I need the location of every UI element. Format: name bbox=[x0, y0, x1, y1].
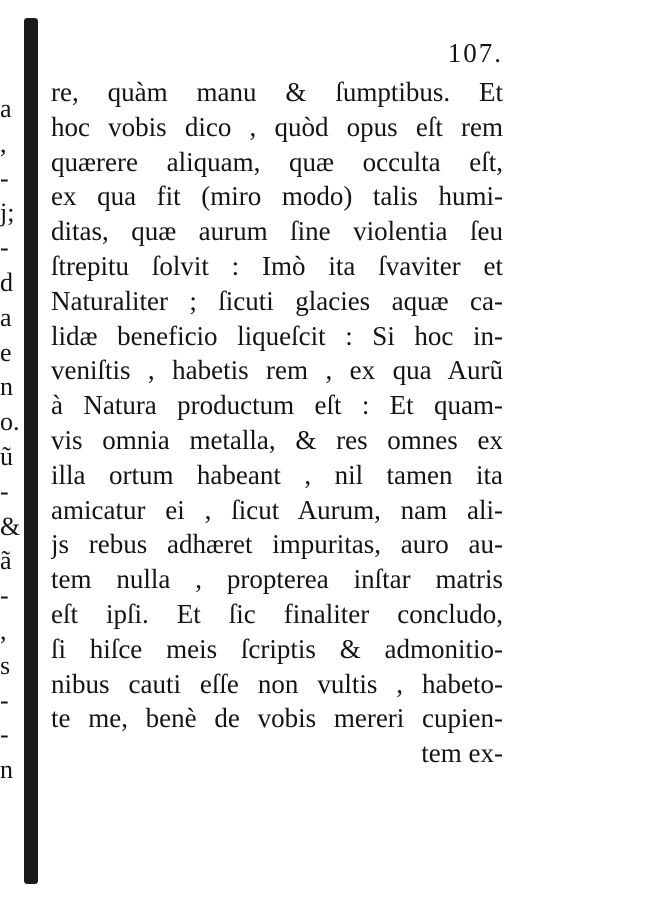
text-line: illa ortum habeant , nil tamen ita bbox=[51, 459, 503, 490]
text-line: nibus cauti eſſe non vultis , habeto- bbox=[51, 668, 503, 699]
margin-fragment: & bbox=[0, 511, 20, 541]
margin-fragment: , bbox=[0, 128, 7, 158]
text-line: ditas, quæ aurum ſine violentia ſeu bbox=[51, 216, 503, 247]
margin-fragment: n bbox=[0, 755, 13, 785]
text-line: te me, benè de vobis mereri cupien- bbox=[51, 703, 503, 734]
text-line: amicatur ei , ſicut Aurum, nam ali- bbox=[51, 494, 503, 525]
margin-fragment: ũ bbox=[0, 441, 13, 471]
margin-fragment: - bbox=[0, 163, 9, 193]
page-number: 107. bbox=[447, 38, 503, 68]
text-line: Naturaliter ; ſicuti glacies aquæ ca- bbox=[51, 285, 503, 316]
text-line: veniſtis , habetis rem , ex qua Aurũ bbox=[51, 355, 503, 386]
margin-fragment: - bbox=[0, 233, 9, 263]
margin-fragment: n bbox=[0, 372, 13, 402]
margin-fragment: - bbox=[0, 720, 9, 750]
margin-fragment: , bbox=[0, 615, 7, 645]
margin-fragment: o. bbox=[0, 407, 20, 437]
text-line: tem nulla , propterea inſtar matris bbox=[51, 564, 503, 595]
margin-fragment: a bbox=[0, 302, 12, 332]
text-line: vis omnia metalla, & res omnes ex bbox=[51, 424, 503, 455]
text-line: lidæ beneficio liqueſcit : Si hoc in- bbox=[51, 320, 503, 351]
text-line: eſt ipſi. Et ſic finaliter concludo, bbox=[51, 598, 503, 629]
text-line: ſi hiſce meis ſcriptis & admonitio- bbox=[51, 633, 503, 664]
left-margin-fragments bbox=[0, 92, 20, 788]
margin-fragment: - bbox=[0, 581, 9, 611]
gutter-binding-rule bbox=[24, 18, 38, 884]
margin-fragment: j; bbox=[0, 198, 15, 228]
text-line: ex qua fit (miro modo) talis humi- bbox=[51, 181, 503, 212]
text-line: ſtrepitu ſolvit : Imò ita ſvaviter et bbox=[51, 250, 503, 281]
text-line: quærere aliquam, quæ occulta eſt, bbox=[51, 146, 503, 177]
margin-fragment: s bbox=[0, 650, 11, 680]
margin-fragment: - bbox=[0, 476, 9, 506]
margin-fragment: ã bbox=[0, 546, 12, 576]
page-body-text bbox=[51, 75, 503, 771]
margin-fragment: - bbox=[0, 685, 9, 715]
text-line: re, quàm manu & ſumptibus. Et bbox=[51, 77, 503, 107]
margin-fragment: d bbox=[0, 267, 13, 297]
margin-fragment: a bbox=[0, 94, 12, 123]
text-line: à Natura productum eſt : Et quam- bbox=[51, 390, 503, 421]
catchword-line: tem ex- bbox=[421, 738, 503, 769]
margin-fragment: e bbox=[0, 337, 12, 367]
text-line: hoc vobis dico , quòd opus eſt rem bbox=[51, 111, 503, 142]
text-line: js rebus adhæret impuritas, auro au- bbox=[51, 529, 503, 560]
